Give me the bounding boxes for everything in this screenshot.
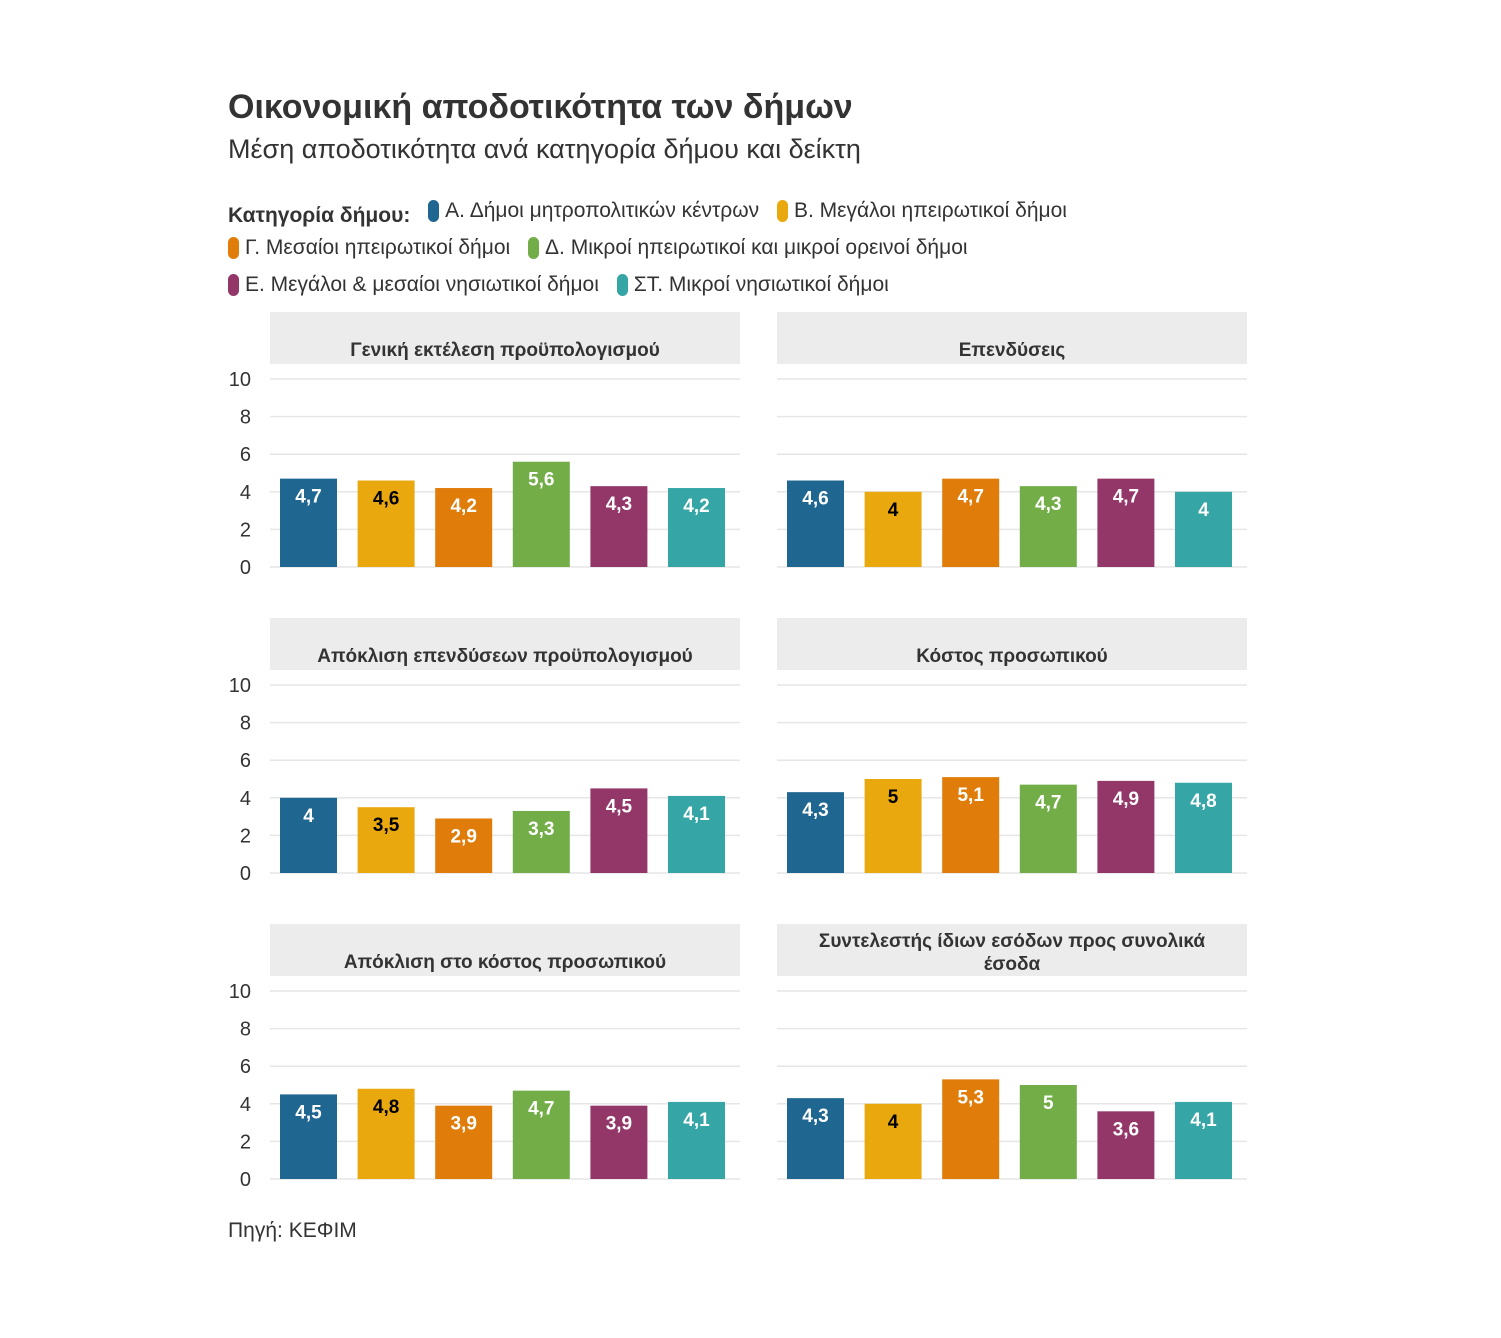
bar-value-label: 3,6 bbox=[1112, 1119, 1140, 1141]
bar-value-label: 5 bbox=[887, 787, 899, 808]
bar-value-label: 4,7 bbox=[1112, 486, 1140, 508]
bar-value-label: 4,6 bbox=[372, 488, 400, 510]
bar-value-label: 4,2 bbox=[683, 496, 710, 518]
bar-value-label: 4,5 bbox=[605, 796, 633, 818]
bar-value-label: 4,3 bbox=[802, 800, 829, 822]
bar-value-label: 3,5 bbox=[372, 815, 400, 837]
bar-value-label: 4,8 bbox=[372, 1096, 400, 1118]
y-tick-label: 6 bbox=[239, 1056, 251, 1079]
panel-title: Απόκλιση στο κόστος προσωπικού bbox=[343, 952, 667, 973]
bar-value-label: 4,7 bbox=[957, 486, 984, 508]
panel-title: έσοδα bbox=[983, 954, 1041, 975]
bar-value-label: 4,6 bbox=[802, 488, 829, 510]
facet-panel bbox=[777, 618, 1247, 873]
y-tick-label: 0 bbox=[239, 1169, 251, 1191]
chart-subtitle: Μέση αποδοτικότητα ανά κατηγορία δήμου και δείκτη bbox=[228, 134, 861, 164]
y-tick-label: 10 bbox=[228, 369, 251, 391]
y-tick-label: 10 bbox=[228, 675, 251, 697]
bar-value-label: 4,7 bbox=[295, 486, 322, 508]
source-note: Πηγή: ΚΕΦΙΜ bbox=[228, 1219, 357, 1242]
y-tick-label: 4 bbox=[239, 481, 251, 504]
bar-value-label: 4,9 bbox=[1112, 788, 1140, 810]
bar-value-label: 3,9 bbox=[605, 1113, 633, 1135]
legend-label: Α. Δήμοι μητροπολιτικών κέντρων bbox=[445, 199, 760, 222]
y-tick-label: 8 bbox=[239, 1018, 251, 1041]
bar-value-label: 2,9 bbox=[450, 826, 477, 848]
bar-value-label: 4 bbox=[887, 1111, 899, 1133]
y-tick-label: 8 bbox=[239, 406, 251, 429]
bar-value-label: 5,6 bbox=[528, 469, 555, 491]
bar-value-label: 4,5 bbox=[295, 1102, 322, 1124]
facet-panel bbox=[229, 312, 740, 579]
legend-label: Β. Μεγάλοι ηπειρωτικοί δήμοι bbox=[794, 199, 1067, 222]
y-tick-label: 6 bbox=[239, 750, 251, 773]
bar-value-label: 4,1 bbox=[1190, 1109, 1217, 1131]
legend-title: Κατηγορία δήμου: bbox=[228, 204, 411, 227]
legend-label: Ε. Μεγάλοι & μεσαίοι νησιωτικοί δήμοι bbox=[245, 273, 599, 296]
bar-value-label: 4 bbox=[887, 499, 899, 521]
panel-title: Γενική εκτέλεση προϋπολογισμού bbox=[350, 340, 660, 361]
y-tick-label: 2 bbox=[239, 519, 251, 542]
bar-value-label: 4,3 bbox=[802, 1106, 829, 1128]
panel-title: Απόκλιση επενδύσεων προϋπολογισμού bbox=[317, 646, 693, 667]
legend-label: Δ. Μικροί ηπειρωτικοί και μικροί ορεινοί δήμοι bbox=[545, 236, 968, 259]
panel-title: Συντελεστής ίδιων εσόδων προς συνολικά bbox=[818, 931, 1206, 952]
facet-panel bbox=[229, 618, 740, 885]
panel-title: Κόστος προσωπικού bbox=[916, 646, 1108, 667]
bar-value-label: 4,7 bbox=[528, 1098, 555, 1120]
chart-title: Οικονομική αποδοτικότητα των δήμων bbox=[228, 88, 853, 126]
y-tick-label: 0 bbox=[239, 557, 251, 579]
bar-value-label: 4,2 bbox=[450, 496, 477, 518]
bar-value-label: 3,9 bbox=[450, 1113, 477, 1135]
y-tick-label: 8 bbox=[239, 712, 251, 735]
facet-panel bbox=[229, 924, 740, 1191]
y-tick-label: 2 bbox=[239, 825, 251, 848]
facet-panel bbox=[777, 312, 1247, 567]
bar-value-label: 5 bbox=[1043, 1093, 1054, 1114]
bar-value-label: 4,8 bbox=[1190, 790, 1217, 812]
bar-value-label: 4,1 bbox=[683, 1109, 710, 1131]
bar-value-label: 5,1 bbox=[957, 785, 984, 807]
y-tick-label: 4 bbox=[239, 1093, 251, 1116]
y-tick-label: 6 bbox=[239, 444, 251, 467]
y-tick-label: 4 bbox=[239, 787, 251, 810]
bar-value-label: 4,3 bbox=[1035, 494, 1062, 516]
y-tick-label: 2 bbox=[239, 1131, 251, 1154]
y-tick-label: 0 bbox=[239, 863, 251, 885]
bar-value-label: 4 bbox=[303, 805, 314, 827]
bar-value-label: 4,3 bbox=[605, 494, 633, 516]
bar-value-label: 4,7 bbox=[1035, 792, 1062, 814]
legend-label: ΣΤ. Μικροί νησιωτικοί δήμοι bbox=[633, 273, 889, 296]
legend-label: Γ. Μεσαίοι ηπειρωτικοί δήμοι bbox=[245, 236, 511, 259]
bar-value-label: 3,3 bbox=[528, 818, 555, 840]
facet-panel bbox=[777, 924, 1247, 1179]
bar-value-label: 4 bbox=[1198, 499, 1209, 521]
bar-value-label: 4,1 bbox=[683, 803, 710, 825]
bar-value-label: 5,3 bbox=[957, 1087, 984, 1109]
y-tick-label: 10 bbox=[228, 981, 251, 1003]
panel-title: Επενδύσεις bbox=[958, 340, 1066, 361]
